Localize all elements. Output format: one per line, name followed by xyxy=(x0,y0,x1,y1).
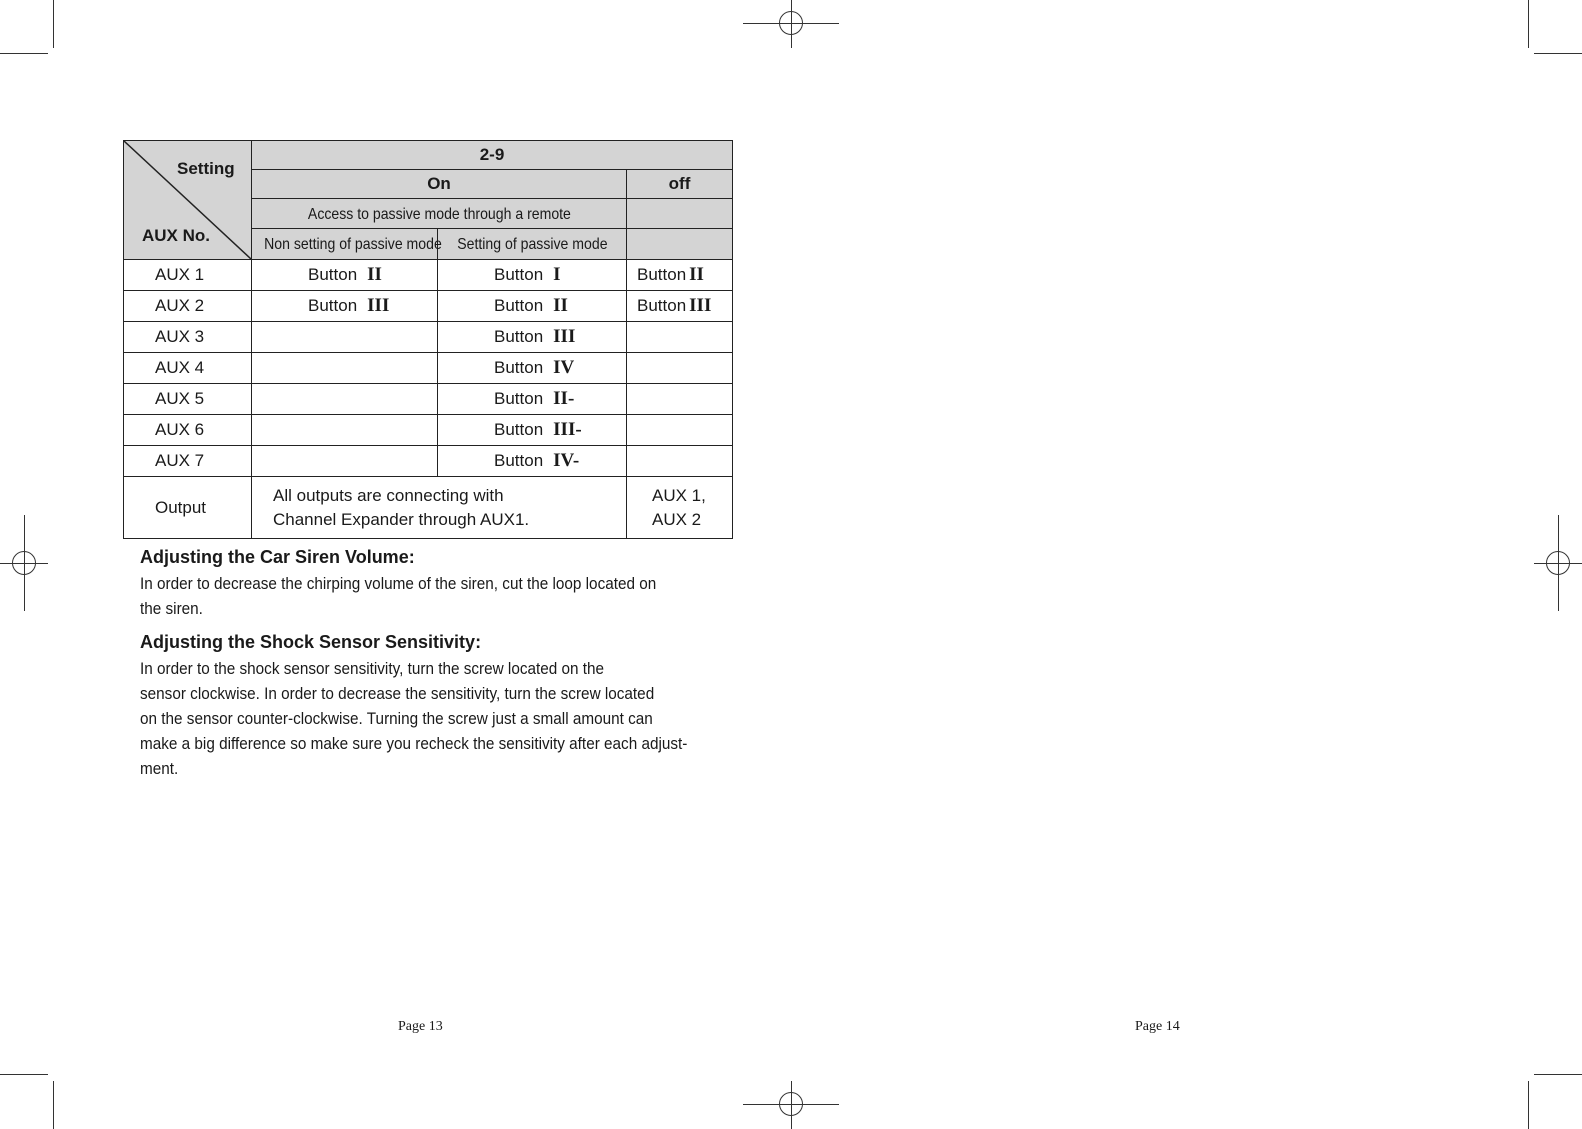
non-setting-cell: Button III xyxy=(252,291,438,322)
empty-header-cell xyxy=(627,229,733,260)
paragraph-line: the siren. xyxy=(140,599,203,618)
non-setting-cell xyxy=(252,353,438,384)
table-row xyxy=(124,260,733,291)
crop-mark xyxy=(53,0,54,48)
paragraph-line: ment. xyxy=(140,759,179,778)
setting-cell: Button II xyxy=(438,291,627,322)
setting-header-cell xyxy=(438,229,627,260)
off-cell: Button II xyxy=(627,260,733,291)
output-label: Output xyxy=(124,477,252,539)
off-cell xyxy=(627,446,733,477)
paragraph-line: sensor clockwise. In order to decrease the sensitivity, turn the screw located xyxy=(140,684,655,703)
empty-header-cell xyxy=(627,199,733,229)
setting-cell: Button I xyxy=(438,260,627,291)
aux-label: AUX 4 xyxy=(124,353,252,384)
range-header: 2-9 xyxy=(252,141,733,170)
aux-label: AUX 3 xyxy=(124,322,252,353)
output-off-line-1: AUX 1, xyxy=(652,485,706,505)
setting-cell: Button III xyxy=(438,322,627,353)
non-setting-header-cell xyxy=(252,229,442,260)
non-setting-cell xyxy=(252,322,438,353)
paragraph-line: make a big difference so make sure you recheck the sensitivity after each adjust- xyxy=(140,734,688,753)
shock-paragraph xyxy=(140,656,688,781)
aux-label: AUX 2 xyxy=(124,291,252,322)
shock-heading: Adjusting the Shock Sensor Sensitivity: xyxy=(140,632,482,652)
table-corner-header xyxy=(124,141,252,260)
aux-label: AUX 6 xyxy=(124,415,252,446)
off-cell xyxy=(627,322,733,353)
paragraph-line: In order to the shock sensor sensitivity, turn the screw located on the xyxy=(140,659,605,678)
crop-mark xyxy=(1534,53,1582,54)
table-row xyxy=(124,291,733,322)
setting-label: Setting xyxy=(177,159,235,178)
non-setting-cell xyxy=(252,446,438,477)
setting-cell: Button IV- xyxy=(438,446,627,477)
table-row xyxy=(124,384,733,415)
aux-label: AUX 5 xyxy=(124,384,252,415)
output-line-2: Channel Expander through AUX1. xyxy=(273,509,530,529)
registration-mark xyxy=(779,11,803,35)
table-row xyxy=(124,415,733,446)
page-number-left: Page 13 xyxy=(398,1019,443,1034)
output-row xyxy=(124,477,733,539)
non-setting-cell xyxy=(252,415,438,446)
crop-mark xyxy=(1534,1074,1582,1075)
crop-mark xyxy=(0,1074,48,1075)
aux-label: AUX 7 xyxy=(124,446,252,477)
setting-cell: Button IV xyxy=(438,353,627,384)
siren-heading: Adjusting the Car Siren Volume: xyxy=(140,547,415,567)
siren-paragraph xyxy=(140,571,680,621)
access-header: Access to passive mode through a remote xyxy=(307,205,571,223)
paragraph-line: on the sensor counter-clockwise. Turning the screw just a small amount can xyxy=(140,709,653,728)
off-cell xyxy=(627,415,733,446)
setting-cell: Button III- xyxy=(438,415,627,446)
table-row xyxy=(124,446,733,477)
crop-mark xyxy=(53,1081,54,1129)
output-off-cell xyxy=(627,477,733,539)
output-line-1: All outputs are connecting with xyxy=(273,485,504,505)
output-off-line-2: AUX 2 xyxy=(652,509,702,529)
registration-mark xyxy=(12,551,36,575)
crop-mark xyxy=(0,53,48,54)
off-header: off xyxy=(627,170,733,199)
setting-cell: Button II- xyxy=(438,384,627,415)
aux-settings-table xyxy=(123,140,733,539)
access-header-cell xyxy=(252,199,627,229)
paragraph-line: In order to decrease the chirping volume of the siren, cut the loop located on xyxy=(140,574,657,593)
off-cell xyxy=(627,353,733,384)
non-setting-cell xyxy=(252,384,438,415)
off-cell: Button III xyxy=(627,291,733,322)
crop-mark xyxy=(1528,1081,1529,1129)
non-setting-cell: Button II xyxy=(252,260,438,291)
on-header: On xyxy=(252,170,627,199)
non-setting-header: Non setting of passive mode xyxy=(264,236,442,253)
output-description xyxy=(252,477,627,539)
registration-mark xyxy=(779,1092,803,1116)
page-number-right: Page 14 xyxy=(1135,1019,1180,1034)
registration-mark xyxy=(1546,551,1570,575)
setting-header: Setting of passive mode xyxy=(456,236,608,253)
crop-mark xyxy=(1528,0,1529,48)
table-row xyxy=(124,322,733,353)
table-row xyxy=(124,353,733,384)
aux-label: AUX 1 xyxy=(124,260,252,291)
aux-no-label: AUX No. xyxy=(142,226,210,245)
off-cell xyxy=(627,384,733,415)
